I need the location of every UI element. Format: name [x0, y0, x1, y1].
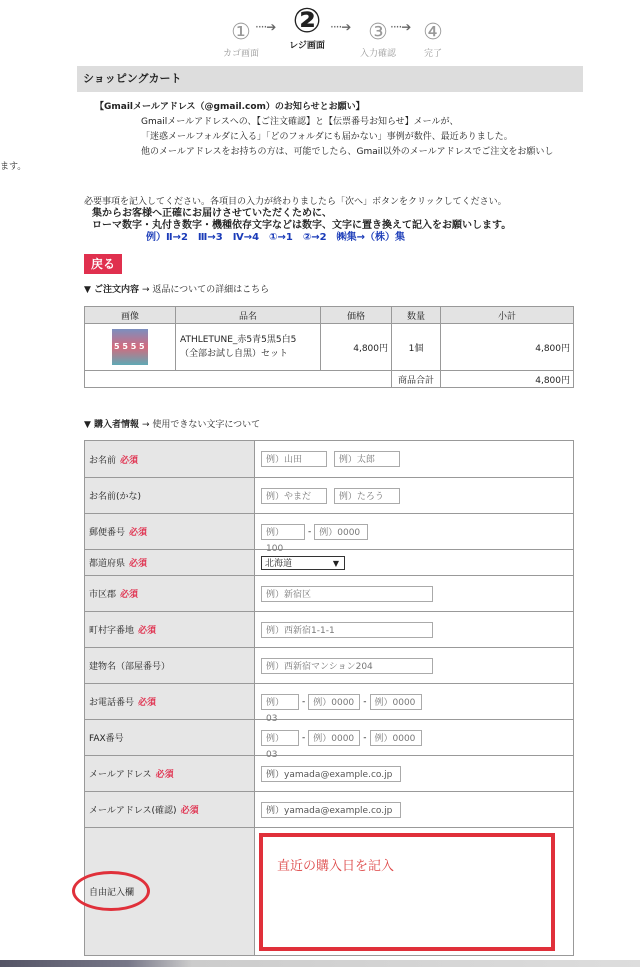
required-badge: 必須 [129, 559, 148, 569]
step-register [284, 1, 330, 51]
field-label: メールアドレス [89, 770, 152, 780]
field-label: メールアドレス(確認) [89, 806, 177, 816]
first-name-input[interactable]: 例）太郎 [334, 451, 400, 467]
required-badge: 必須 [155, 770, 174, 780]
field-label: お名前 [89, 455, 117, 466]
step-arrow: ····➔ [330, 20, 351, 34]
prefecture-value: 北海道 [265, 558, 293, 569]
fax-last-input[interactable]: 例）0000 [370, 730, 422, 746]
separator: - [308, 527, 312, 537]
field-label: 建物名（部屋番号） [89, 662, 171, 672]
step-arrow: ····➔ [390, 20, 411, 34]
cart-panel [0, 66, 583, 175]
field-label: お電話番号 [89, 698, 135, 708]
instruction-line: 集からお客様へ正確にお届けさせていただくために、 [92, 208, 332, 219]
col-qty: 数量 [392, 307, 441, 324]
notice-line: Gmailメールアドレスへの、【ご注文確認】と【伝票番号お知らせ】メールが、 [141, 117, 459, 127]
form-row-city [85, 576, 574, 612]
buyer-form [84, 440, 574, 956]
col-price: 価格 [321, 307, 392, 324]
highlight-circle [72, 871, 150, 911]
required-badge: 必須 [120, 590, 139, 600]
invalid-chars-link[interactable]: → 使用できない文字について [141, 420, 261, 430]
field-label: 都道府県 [89, 559, 126, 569]
step-complete [416, 20, 450, 59]
city-input[interactable]: 例）新宿区 [261, 586, 433, 602]
buyer-title: ▼ 購入者情報 [84, 420, 140, 430]
last-name-kana-input[interactable]: 例）やまだ [261, 488, 327, 504]
table-row-total [85, 371, 574, 388]
back-button[interactable]: 戻る [84, 254, 122, 274]
field-label: 郵便番号 [89, 528, 126, 538]
checkout-steps [0, 0, 640, 60]
gmail-notice [0, 100, 583, 175]
instruction-line: 必要事項を記入してください。各項目の入力が終わりましたら「次へ」ボタンをクリックしてください。 [84, 197, 507, 207]
field-label: お名前(かな) [89, 492, 142, 502]
dropdown-arrow-icon: ▼ [332, 558, 339, 568]
free-text-value: 直近の購入日を記入 [277, 858, 395, 874]
form-row-name [85, 441, 574, 478]
product-name: ATHLETUNE_赤5青5黒5白5 [180, 335, 297, 345]
notice-line: ます。 [0, 162, 27, 172]
form-row-free [85, 828, 574, 956]
form-row-kana [85, 478, 574, 514]
thumbnail-text: 5 5 5 5 [114, 342, 145, 351]
building-input[interactable]: 例）西新宿マンション204 [261, 658, 433, 674]
product-name-sub: （全部お試し自黒）セット [180, 349, 289, 359]
form-row-fax [85, 720, 574, 756]
table-header [85, 307, 574, 324]
order-section-title [84, 282, 269, 295]
first-name-kana-input[interactable]: 例）たろう [334, 488, 400, 504]
instruction-example: 例）Ⅱ→2 Ⅲ→3 Ⅳ→4 ①→1 ②→2 ㈱集→（株）集 [146, 232, 406, 243]
required-badge: 必須 [138, 626, 157, 636]
notice-line: 他のメールアドレスをお持ちの方は、可能でしたら、Gmail以外のメールアドレスでご注文をお願いし [141, 147, 554, 157]
total-label: 商品合計 [392, 371, 441, 388]
step-label: 入力確認 [359, 49, 396, 59]
notice-line: 「迷惑メールフォルダに入る」「どのフォルダにも届かない」事例が数件、最近ありました。 [141, 132, 513, 142]
step-number: ① [231, 20, 251, 45]
notice-title: 【Gmailメールアドレス（@gmail.com）のお知らせとお願い】 [95, 102, 365, 112]
form-row-email-confirm [85, 792, 574, 828]
empty-cell [85, 371, 392, 388]
form-row-building [85, 648, 574, 684]
field-label: FAX番号 [89, 734, 124, 744]
tel-last-input[interactable]: 例）0000 [370, 694, 422, 710]
separator: - [363, 697, 367, 707]
email-input[interactable]: 例）yamada@example.co.jp [261, 766, 401, 782]
email-confirm-input[interactable]: 例）yamada@example.co.jp [261, 802, 401, 818]
step-arrow: ····➔ [255, 20, 276, 34]
product-thumbnail[interactable] [112, 329, 148, 365]
step-label: カゴ画面 [222, 49, 259, 59]
product-qty: 1個 [392, 324, 441, 371]
required-badge: 必須 [120, 455, 139, 466]
total-value: 4,800円 [441, 371, 574, 388]
step-label: レジ画面 [289, 41, 325, 51]
order-title: ▼ ご注文内容 [84, 285, 140, 295]
step-number: ② [292, 1, 322, 41]
col-name: 品名 [176, 307, 321, 324]
zip-second-input[interactable]: 例）0000 [314, 524, 368, 540]
buyer-section-title [84, 417, 260, 430]
last-name-input[interactable]: 例）山田 [261, 451, 327, 467]
separator: - [363, 733, 367, 743]
product-image-cell [85, 324, 176, 371]
instruction-line: ローマ数字・丸付き数字・機種依存文字などは数字、文字に置き換えて記入をお願いします。 [92, 220, 512, 231]
required-badge: 必須 [138, 698, 157, 708]
order-table [84, 306, 574, 388]
separator: - [302, 697, 306, 707]
tel-mid-input[interactable]: 例）0000 [308, 694, 360, 710]
prefecture-select[interactable] [261, 556, 345, 570]
separator: - [302, 733, 306, 743]
required-badge: 必須 [129, 528, 148, 538]
form-row-street [85, 612, 574, 648]
form-row-email [85, 756, 574, 792]
street-input[interactable]: 例）西新宿1-1-1 [261, 622, 433, 638]
cart-header: ショッピングカート [77, 66, 583, 92]
product-subtotal: 4,800円 [441, 324, 574, 371]
return-policy-link[interactable]: → 返品についての詳細はこちら [141, 285, 270, 295]
col-image: 画像 [85, 307, 176, 324]
field-label: 自由記入欄 [89, 888, 135, 898]
product-name-cell [176, 324, 321, 371]
fax-area-input[interactable]: 例）03 [261, 730, 299, 746]
step-number: ④ [423, 20, 443, 45]
col-subtotal: 小計 [441, 307, 574, 324]
step-label: 完了 [423, 49, 442, 59]
form-row-tel [85, 684, 574, 720]
form-row-pref [85, 550, 574, 576]
bottom-bar [0, 960, 640, 967]
table-row [85, 324, 574, 371]
tel-area-input[interactable]: 例）03 [261, 694, 299, 710]
form-row-zip [85, 514, 574, 550]
step-number: ③ [368, 20, 388, 45]
free-text-area[interactable] [259, 833, 555, 951]
field-label: 市区郡 [89, 590, 117, 600]
product-price: 4,800円 [321, 324, 392, 371]
fax-mid-input[interactable]: 例）0000 [308, 730, 360, 746]
field-label: 町村字番地 [89, 626, 135, 636]
zip-first-input[interactable]: 例）100 [261, 524, 305, 540]
required-badge: 必須 [180, 806, 199, 816]
input-instructions [84, 196, 584, 244]
